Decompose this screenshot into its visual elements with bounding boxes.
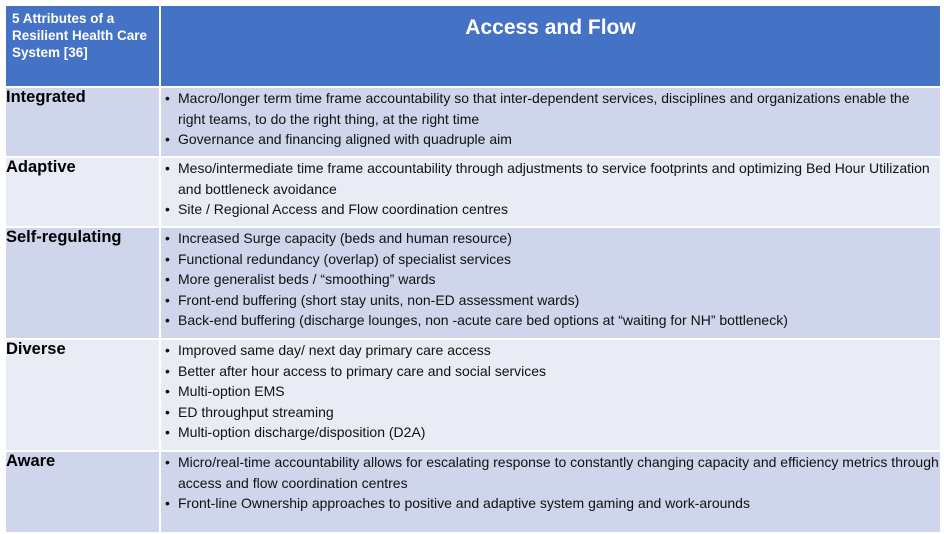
list-item-text: Micro/real-time accountability allows for escalating response to constantly changing capacity and efficiency metrics through access and flow coordination centres — [178, 454, 939, 491]
list-item-text: Site / Regional Access and Flow coordination centres — [178, 201, 508, 217]
attribute-label: Aware — [5, 451, 160, 533]
list-item — [161, 199, 940, 220]
bullet-icon: • — [165, 201, 170, 217]
list-item-text: ED throughput streaming — [178, 403, 334, 420]
bullet-list — [161, 340, 940, 443]
list-item-text: Functional redundancy (overlap) of specialist services — [178, 250, 512, 267]
bullet-icon: • — [165, 291, 170, 308]
list-item — [161, 158, 940, 199]
list-item — [161, 310, 940, 331]
row-aware — [5, 451, 941, 533]
bullet-icon: • — [165, 90, 170, 106]
bullet-icon: • — [165, 424, 170, 440]
list-item-text: Improved same day/ next day primary care access — [178, 342, 491, 358]
list-item — [161, 381, 940, 402]
bullet-icon: • — [165, 362, 170, 379]
bullet-icon: • — [165, 312, 170, 328]
attribute-items — [160, 451, 941, 533]
row-integrated — [5, 87, 941, 157]
list-item — [161, 290, 940, 311]
attribute-items — [160, 87, 941, 157]
bullet-icon: • — [165, 230, 170, 246]
bullet-icon: • — [165, 160, 170, 176]
list-item-text: Front-line Ownership approaches to positive and adaptive system gaming and work-arounds — [178, 495, 750, 511]
list-item-text: Better after hour access to primary care and social services — [178, 362, 547, 379]
list-item — [161, 493, 940, 514]
list-item — [161, 402, 940, 423]
bullet-list — [161, 158, 940, 220]
list-item-text: Back-end buffering (discharge lounges, non -acute care bed options at “waiting for NH” bottleneck) — [178, 312, 788, 328]
bullet-icon: • — [165, 403, 170, 420]
attribute-items — [160, 339, 941, 451]
access-and-flow-table — [4, 4, 942, 534]
attribute-label: Integrated — [5, 87, 160, 157]
bullet-list — [161, 88, 940, 150]
bullet-icon: • — [165, 271, 170, 287]
header-row — [5, 5, 941, 87]
row-adaptive — [5, 157, 941, 227]
bullet-icon: • — [165, 342, 170, 358]
row-self-regulating — [5, 227, 941, 339]
attribute-label: Diverse — [5, 339, 160, 451]
attribute-label: Self-regulating — [5, 227, 160, 339]
list-item — [161, 129, 940, 150]
list-item — [161, 228, 940, 249]
list-item — [161, 452, 940, 493]
list-item — [161, 422, 940, 443]
bullet-list — [161, 228, 940, 331]
list-item — [161, 361, 940, 382]
attribute-label: Adaptive — [5, 157, 160, 227]
list-item — [161, 88, 940, 129]
list-item — [161, 269, 940, 290]
list-item-text: Governance and financing aligned with quadruple aim — [178, 131, 512, 147]
access-and-flow-header: Access and Flow — [160, 5, 941, 87]
list-item-text: Multi-option EMS — [178, 383, 285, 399]
list-item-text: Macro/longer term time frame accountability so that inter-dependent services, disciplines and organizations enable the right teams, to do the right thing, at the right time — [178, 90, 910, 127]
list-item-text: Front-end buffering (short stay units, non-ED assessment wards) — [178, 291, 580, 308]
list-item — [161, 249, 940, 270]
bullet-list — [161, 452, 940, 514]
bullet-icon: • — [165, 131, 170, 147]
bullet-icon: • — [165, 495, 170, 511]
list-item-text: Multi-option discharge/disposition (D2A) — [178, 424, 426, 440]
bullet-icon: • — [165, 250, 170, 267]
list-item-text: Meso/intermediate time frame accountability through adjustments to service footprints and optimizing Bed Hour Utilization and bottleneck avoidance — [178, 160, 930, 197]
attribute-items — [160, 227, 941, 339]
list-item-text: More generalist beds / “smoothing” wards — [178, 271, 436, 287]
attributes-header: 5 Attributes of a Resilient Health Care System [36] — [5, 5, 160, 87]
row-diverse — [5, 339, 941, 451]
attribute-items — [160, 157, 941, 227]
list-item-text: Increased Surge capacity (beds and human resource) — [178, 230, 512, 246]
list-item — [161, 340, 940, 361]
bullet-icon: • — [165, 383, 170, 399]
bullet-icon: • — [165, 454, 170, 470]
